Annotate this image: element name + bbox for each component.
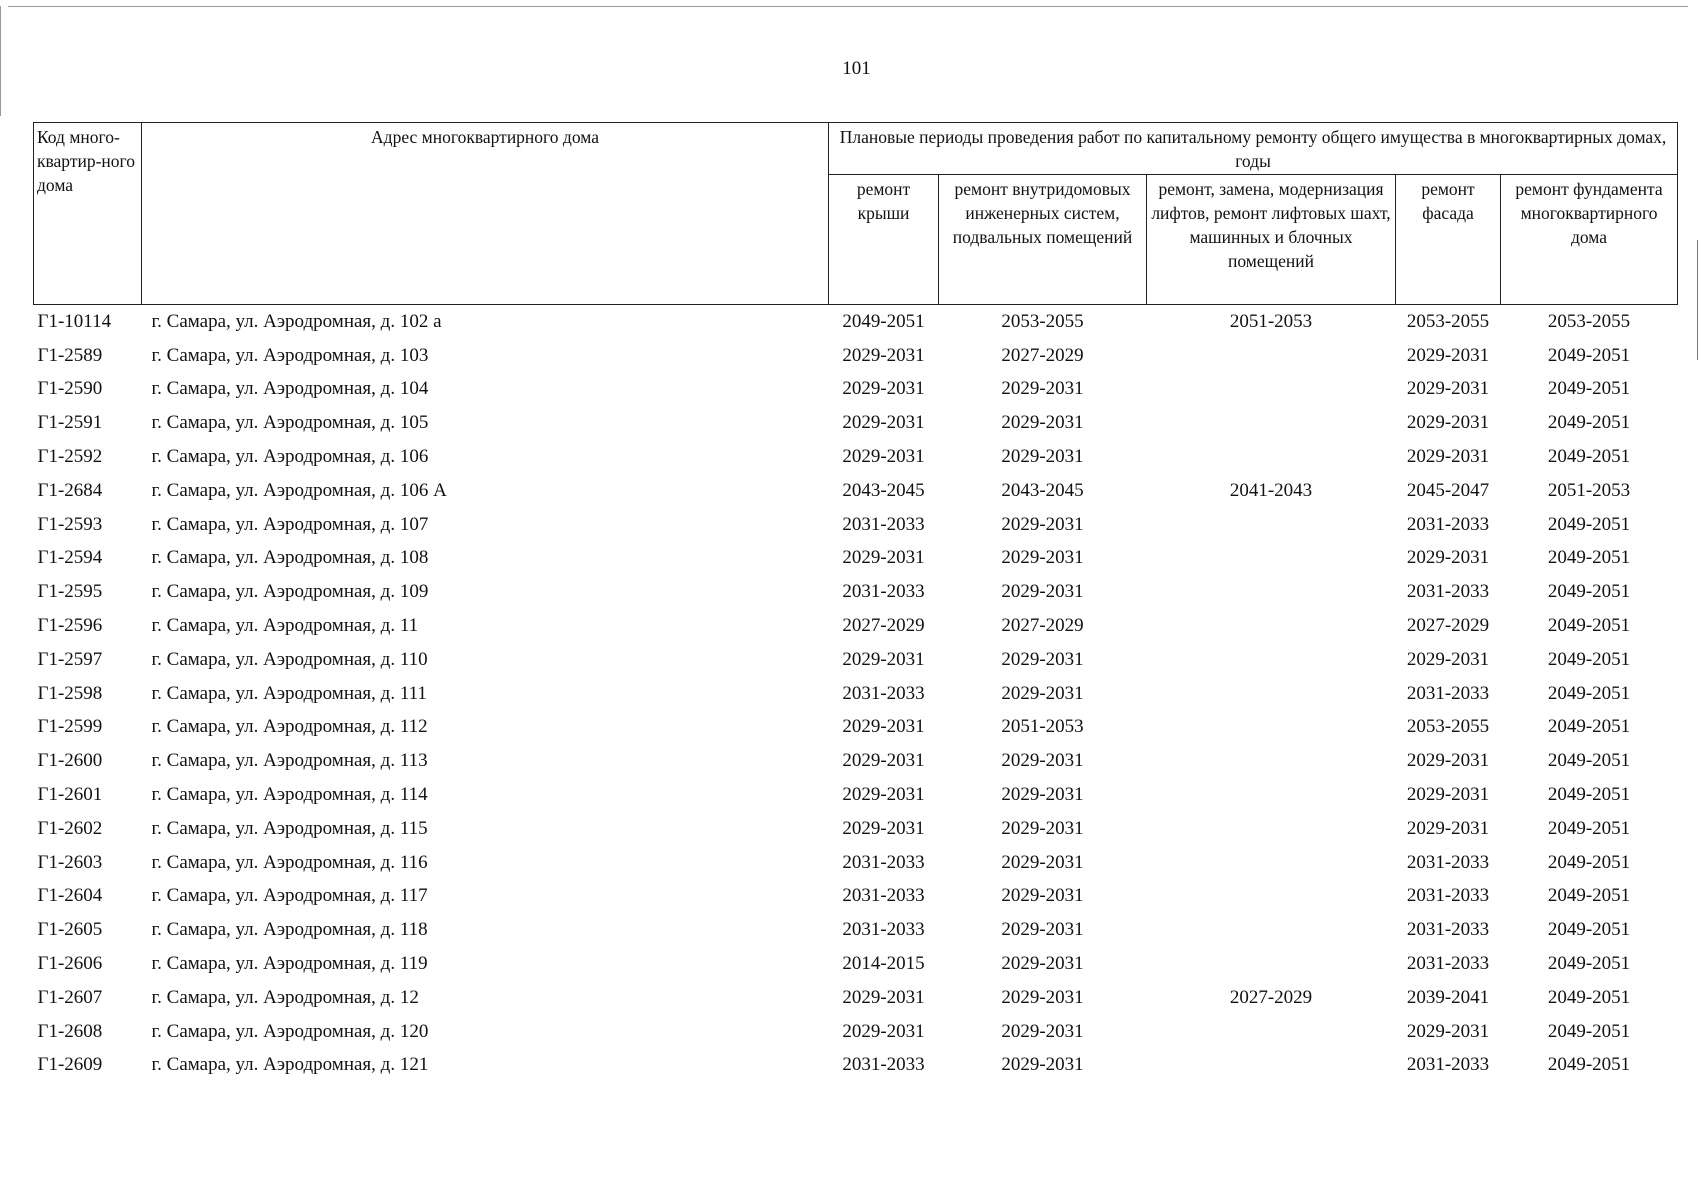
cell-address: г. Самара, ул. Аэродромная, д. 106 (151, 446, 429, 468)
cell-code: Г1-2597 (37, 648, 103, 670)
table-row (34, 947, 1678, 981)
cell-facade: 2031-2033 (1406, 885, 1490, 907)
header-planned-periods: Плановые периоды проведения работ по капитальному ремонту общего имущества в многоквартирных домах, годы (829, 123, 1678, 175)
header-engineering: ремонт внутридомовых инженерных систем, подвальных помещений (939, 175, 1147, 305)
cell-address: г. Самара, ул. Аэродромная, д. 107 (151, 513, 429, 535)
cell-lifts (1147, 812, 1396, 846)
table-row (34, 440, 1678, 474)
cell-address: г. Самара, ул. Аэродромная, д. 12 (151, 986, 419, 1008)
cell-address: г. Самара, ул. Аэродромная, д. 114 (151, 784, 428, 806)
cell-lifts (1147, 406, 1396, 440)
cell-code: Г1-2606 (37, 953, 103, 975)
cell-engineering: 2029-2031 (1001, 784, 1084, 806)
cell-lifts (1147, 677, 1396, 711)
cell-code: Г1-2595 (37, 581, 103, 603)
cell-facade: 2031-2033 (1406, 919, 1490, 941)
cell-engineering: 2051-2053 (1001, 716, 1084, 738)
cell-engineering: 2029-2031 (1001, 750, 1084, 772)
table-body (34, 305, 1678, 1083)
table-row (34, 575, 1678, 609)
cell-address: г. Самара, ул. Аэродромная, д. 108 (151, 547, 429, 569)
header-foundation: ремонт фундамента многоквартирного дома (1501, 175, 1678, 305)
cell-lifts (1147, 339, 1396, 373)
cell-roof: 2031-2033 (842, 851, 925, 873)
cell-foundation: 2049-2051 (1547, 547, 1631, 569)
cell-engineering: 2029-2031 (1001, 919, 1084, 941)
cell-code: Г1-2607 (37, 986, 103, 1008)
cell-engineering: 2029-2031 (1001, 446, 1084, 468)
header-address: Адрес многоквартирного дома (142, 123, 829, 305)
cell-engineering: 2029-2031 (1001, 581, 1084, 603)
cell-lifts: 2041-2043 (1229, 479, 1313, 501)
cell-lifts (1147, 947, 1396, 981)
header-facade: ремонт фасада (1396, 175, 1501, 305)
cell-address: г. Самара, ул. Аэродромная, д. 111 (151, 682, 427, 704)
cell-roof: 2031-2033 (842, 682, 925, 704)
table-row (34, 744, 1678, 778)
cell-address: г. Самара, ул. Аэродромная, д. 102 а (151, 310, 442, 332)
cell-lifts (1147, 609, 1396, 643)
cell-facade: 2039-2041 (1406, 986, 1490, 1008)
cell-address: г. Самара, ул. Аэродромная, д. 120 (151, 1020, 429, 1042)
cell-facade: 2031-2033 (1406, 581, 1490, 603)
cell-foundation: 2051-2053 (1547, 479, 1631, 501)
cell-roof: 2029-2031 (842, 784, 925, 806)
table-row (34, 1015, 1678, 1049)
cell-foundation: 2049-2051 (1547, 412, 1631, 434)
cell-engineering: 2029-2031 (1001, 547, 1084, 569)
table-row (34, 339, 1678, 373)
cell-engineering: 2029-2031 (1001, 682, 1084, 704)
cell-address: г. Самара, ул. Аэродромная, д. 105 (151, 412, 429, 434)
cell-roof: 2031-2033 (842, 581, 925, 603)
table-row (34, 913, 1678, 947)
cell-address: г. Самара, ул. Аэродромная, д. 118 (151, 919, 428, 941)
cell-foundation: 2049-2051 (1547, 344, 1631, 366)
table-row (34, 474, 1678, 508)
cell-engineering: 2029-2031 (1001, 378, 1084, 400)
cell-foundation: 2049-2051 (1547, 784, 1631, 806)
table-row (34, 406, 1678, 440)
cell-roof: 2029-2031 (842, 716, 925, 738)
table-row (34, 542, 1678, 576)
table-row (34, 508, 1678, 542)
cell-address: г. Самара, ул. Аэродромная, д. 117 (151, 885, 428, 907)
cell-facade: 2031-2033 (1406, 513, 1490, 535)
cell-foundation: 2049-2051 (1547, 513, 1631, 535)
cell-code: Г1-2605 (37, 919, 103, 941)
table-row (34, 711, 1678, 745)
scan-right-mark (1697, 240, 1698, 360)
cell-facade: 2029-2031 (1406, 378, 1490, 400)
cell-address: г. Самара, ул. Аэродромная, д. 104 (151, 378, 429, 400)
cell-code: Г1-2596 (37, 615, 103, 637)
cell-engineering: 2029-2031 (1001, 885, 1084, 907)
cell-roof: 2029-2031 (842, 986, 925, 1008)
table-row (34, 880, 1678, 914)
cell-engineering: 2029-2031 (1001, 986, 1084, 1008)
cell-roof: 2029-2031 (842, 1020, 925, 1042)
cell-facade: 2029-2031 (1406, 817, 1490, 839)
cell-code: Г1-2591 (37, 412, 103, 434)
cell-lifts (1147, 846, 1396, 880)
cell-roof: 2043-2045 (842, 479, 925, 501)
cell-engineering: 2043-2045 (1001, 479, 1084, 501)
cell-code: Г1-2600 (37, 750, 103, 772)
cell-address: г. Самара, ул. Аэродромная, д. 113 (151, 750, 428, 772)
cell-lifts (1147, 913, 1396, 947)
cell-foundation: 2049-2051 (1547, 986, 1631, 1008)
cell-roof: 2031-2033 (842, 919, 925, 941)
cell-roof: 2029-2031 (842, 750, 925, 772)
cell-code: Г1-2590 (37, 378, 103, 400)
cell-lifts (1147, 440, 1396, 474)
cell-roof: 2031-2033 (842, 513, 925, 535)
cell-facade: 2029-2031 (1406, 412, 1490, 434)
table-row (34, 981, 1678, 1015)
cell-foundation: 2049-2051 (1547, 919, 1631, 941)
table-row (34, 609, 1678, 643)
cell-lifts (1147, 508, 1396, 542)
cell-address: г. Самара, ул. Аэродромная, д. 112 (151, 716, 428, 738)
cell-facade: 2029-2031 (1406, 446, 1490, 468)
cell-code: Г1-2602 (37, 817, 103, 839)
cell-roof: 2031-2033 (842, 1054, 925, 1076)
header-roof: ремонт крыши (829, 175, 939, 305)
cell-engineering: 2053-2055 (1001, 310, 1084, 332)
cell-foundation: 2049-2051 (1547, 716, 1631, 738)
table-row (34, 778, 1678, 812)
cell-address: г. Самара, ул. Аэродромная, д. 119 (151, 953, 428, 975)
cell-facade: 2029-2031 (1406, 1020, 1490, 1042)
cell-lifts (1147, 1049, 1396, 1083)
cell-engineering: 2029-2031 (1001, 817, 1084, 839)
cell-lifts (1147, 575, 1396, 609)
table-row (34, 643, 1678, 677)
cell-foundation: 2049-2051 (1547, 953, 1631, 975)
cell-foundation: 2049-2051 (1547, 817, 1631, 839)
cell-foundation: 2049-2051 (1547, 885, 1631, 907)
cell-engineering: 2027-2029 (1001, 344, 1084, 366)
cell-lifts (1147, 542, 1396, 576)
cell-engineering: 2029-2031 (1001, 1054, 1084, 1076)
cell-address: г. Самара, ул. Аэродромная, д. 110 (151, 648, 428, 670)
cell-roof: 2027-2029 (842, 615, 925, 637)
cell-engineering: 2029-2031 (1001, 648, 1084, 670)
cell-lifts (1147, 880, 1396, 914)
cell-facade: 2053-2055 (1406, 310, 1490, 332)
cell-foundation: 2049-2051 (1547, 446, 1631, 468)
cell-engineering: 2029-2031 (1001, 412, 1084, 434)
cell-lifts (1147, 778, 1396, 812)
cell-roof: 2029-2031 (842, 378, 925, 400)
cell-facade: 2029-2031 (1406, 784, 1490, 806)
cell-address: г. Самара, ул. Аэродромная, д. 103 (151, 344, 429, 366)
cell-facade: 2031-2033 (1406, 1054, 1490, 1076)
cell-code: Г1-2589 (37, 344, 103, 366)
cell-address: г. Самара, ул. Аэродромная, д. 11 (151, 615, 419, 637)
cell-facade: 2029-2031 (1406, 344, 1490, 366)
table-row (34, 812, 1678, 846)
cell-foundation: 2049-2051 (1547, 1020, 1631, 1042)
cell-roof: 2029-2031 (842, 446, 925, 468)
cell-roof: 2049-2051 (842, 310, 925, 332)
cell-code: Г1-2603 (37, 851, 103, 873)
table-row (34, 677, 1678, 711)
cell-address: г. Самара, ул. Аэродромная, д. 109 (151, 581, 429, 603)
page-number: 101 (842, 58, 871, 79)
cell-engineering: 2029-2031 (1001, 513, 1084, 535)
cell-address: г. Самара, ул. Аэродромная, д. 116 (151, 851, 428, 873)
cell-lifts (1147, 643, 1396, 677)
cell-code: Г1-2594 (37, 547, 103, 569)
scan-top-edge (8, 6, 1688, 7)
cell-code: Г1-10114 (37, 310, 112, 332)
cell-code: Г1-2604 (37, 885, 103, 907)
cell-foundation: 2049-2051 (1547, 1054, 1631, 1076)
cell-code: Г1-2592 (37, 446, 103, 468)
cell-facade: 2029-2031 (1406, 750, 1490, 772)
cell-code: Г1-2601 (37, 784, 103, 806)
cell-facade: 2053-2055 (1406, 716, 1490, 738)
cell-address: г. Самара, ул. Аэродромная, д. 106 А (151, 479, 447, 501)
cell-foundation: 2049-2051 (1547, 581, 1631, 603)
cell-lifts (1147, 373, 1396, 407)
cell-code: Г1-2684 (37, 479, 103, 501)
cell-roof: 2029-2031 (842, 648, 925, 670)
cell-lifts: 2027-2029 (1229, 986, 1313, 1008)
cell-lifts (1147, 744, 1396, 778)
cell-lifts (1147, 711, 1396, 745)
cell-roof: 2029-2031 (842, 817, 925, 839)
table-row (34, 373, 1678, 407)
cell-facade: 2045-2047 (1406, 479, 1490, 501)
cell-engineering: 2029-2031 (1001, 953, 1084, 975)
cell-address: г. Самара, ул. Аэродромная, д. 115 (151, 817, 428, 839)
cell-roof: 2029-2031 (842, 344, 925, 366)
cell-foundation: 2049-2051 (1547, 378, 1631, 400)
cell-code: Г1-2599 (37, 716, 103, 738)
cell-foundation: 2049-2051 (1547, 750, 1631, 772)
cell-roof: 2029-2031 (842, 547, 925, 569)
table-row (34, 1049, 1678, 1083)
cell-lifts: 2051-2053 (1229, 310, 1313, 332)
cell-code: Г1-2609 (37, 1054, 103, 1076)
cell-engineering: 2029-2031 (1001, 1020, 1084, 1042)
repair-schedule-table (33, 122, 1678, 1082)
cell-code: Г1-2598 (37, 682, 103, 704)
cell-roof: 2031-2033 (842, 885, 925, 907)
cell-facade: 2031-2033 (1406, 851, 1490, 873)
cell-engineering: 2027-2029 (1001, 615, 1084, 637)
cell-foundation: 2053-2055 (1547, 310, 1631, 332)
cell-engineering: 2029-2031 (1001, 851, 1084, 873)
cell-roof: 2014-2015 (842, 953, 925, 975)
cell-foundation: 2049-2051 (1547, 851, 1631, 873)
table-row (34, 305, 1678, 339)
cell-foundation: 2049-2051 (1547, 648, 1631, 670)
table-row (34, 846, 1678, 880)
cell-foundation: 2049-2051 (1547, 682, 1631, 704)
header-lifts: ремонт, замена, модернизация лифтов, ремонт лифтовых шахт, машинных и блочных помещений (1147, 175, 1396, 305)
header-code: Код много-квартир-ного дома (34, 123, 142, 305)
cell-facade: 2029-2031 (1406, 547, 1490, 569)
cell-foundation: 2049-2051 (1547, 615, 1631, 637)
cell-address: г. Самара, ул. Аэродромная, д. 121 (151, 1054, 429, 1076)
cell-code: Г1-2593 (37, 513, 103, 535)
cell-code: Г1-2608 (37, 1020, 103, 1042)
cell-lifts (1147, 1015, 1396, 1049)
cell-facade: 2029-2031 (1406, 648, 1490, 670)
cell-facade: 2027-2029 (1406, 615, 1490, 637)
cell-roof: 2029-2031 (842, 412, 925, 434)
cell-facade: 2031-2033 (1406, 953, 1490, 975)
cell-facade: 2031-2033 (1406, 682, 1490, 704)
